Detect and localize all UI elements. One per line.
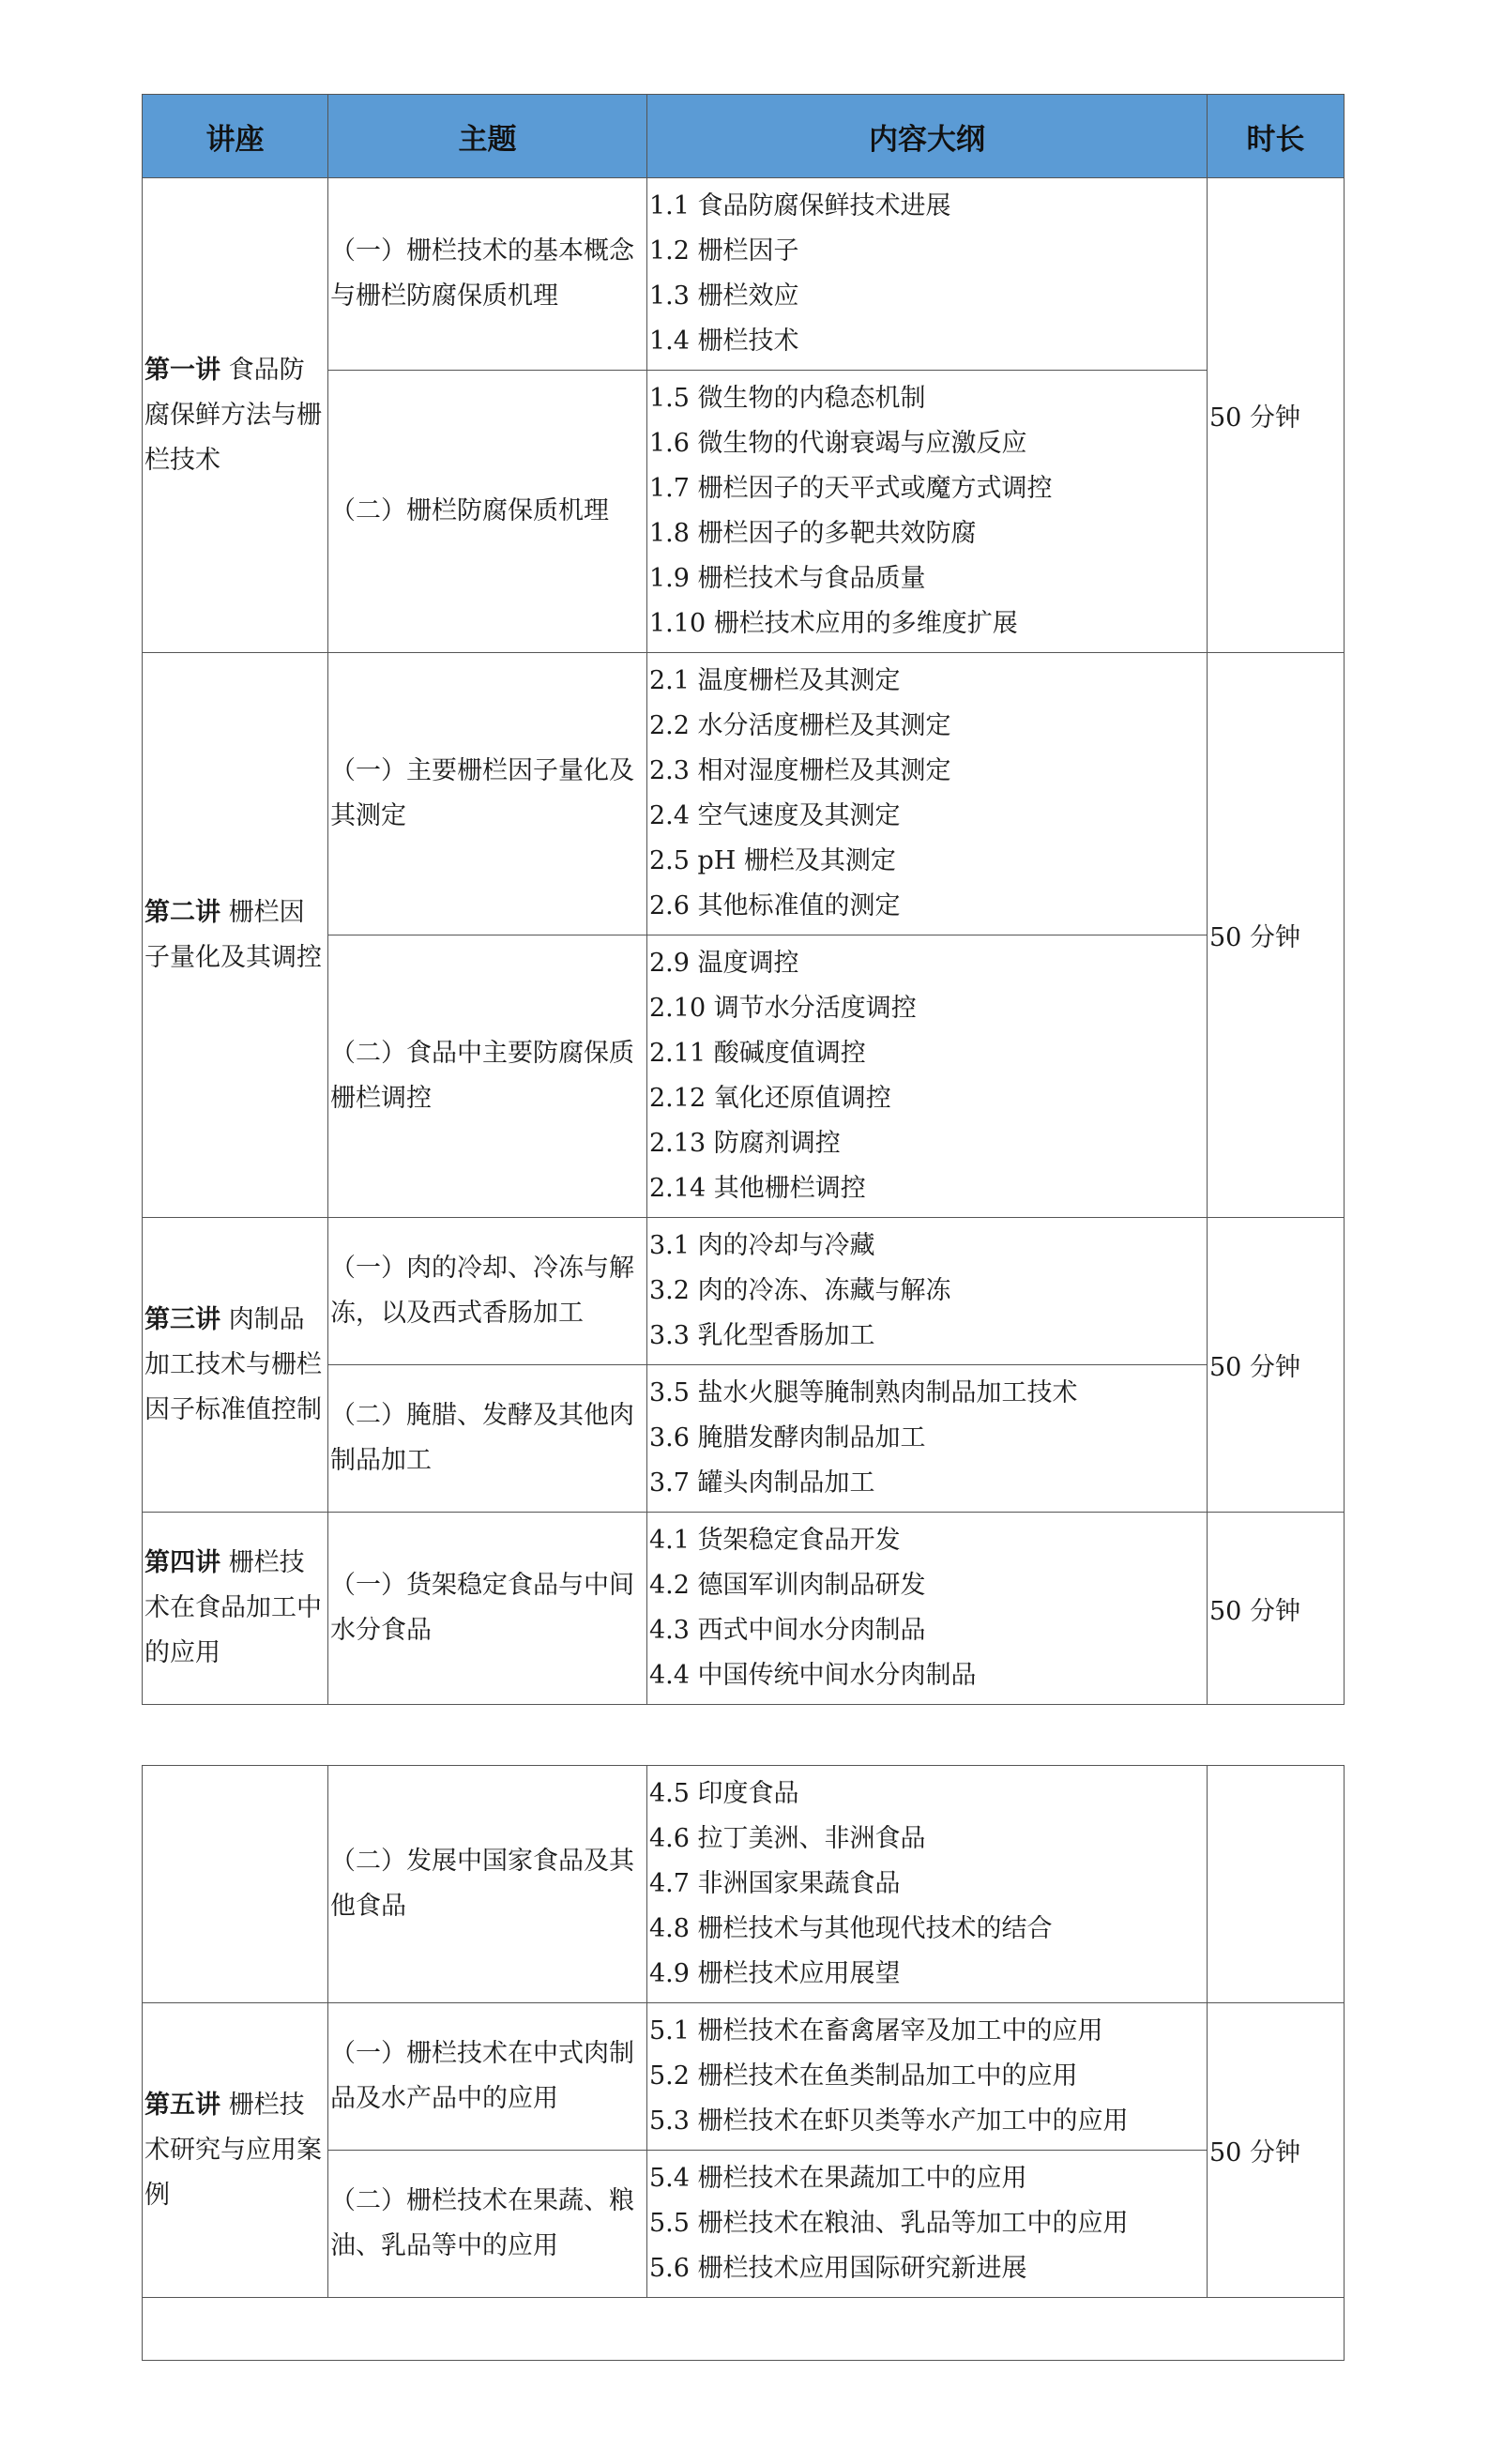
- outline-cell: [647, 1365, 1208, 1513]
- outline-item: 5.6 栅栏技术应用国际研究新进展: [649, 2254, 1027, 2283]
- outline-item: 2.10 调节水分活度调控: [649, 994, 917, 1023]
- syllabus-table: [142, 94, 1345, 1705]
- lecture-cell: [143, 653, 328, 1218]
- table-row: [143, 1766, 1345, 2003]
- outline-item: 4.6 拉丁美洲、非洲食品: [649, 1824, 926, 1853]
- topic-cell: （一）主要栅栏因子量化及其测定: [328, 653, 647, 935]
- lecture-cell: [143, 1218, 328, 1513]
- outline-item: 4.1 货架稳定食品开发: [649, 1526, 901, 1555]
- outline-item: 2.14 其他栅栏调控: [649, 1174, 866, 1203]
- lecture-number: 第四讲: [144, 1548, 220, 1577]
- topic-cell: （一）栅栏技术在中式肉制品及水产品中的应用: [328, 2003, 647, 2151]
- topic-cell: （一）货架稳定食品与中间水分食品: [328, 1513, 647, 1705]
- duration-cell: 50 分钟: [1208, 1218, 1345, 1513]
- outline-cell: [647, 2003, 1208, 2151]
- lecture-cell: [143, 1513, 328, 1705]
- outline-item: 1.1 食品防腐保鲜技术进展: [649, 191, 951, 221]
- outline-item: 5.2 栅栏技术在鱼类制品加工中的应用: [649, 2061, 1078, 2091]
- topic-cell: （一）栅栏技术的基本概念与栅栏防腐保质机理: [328, 178, 647, 371]
- outline-item: 1.9 栅栏技术与食品质量: [649, 564, 926, 593]
- duration-cell-empty: [1208, 1766, 1345, 2003]
- outline-item: 5.3 栅栏技术在虾贝类等水产加工中的应用: [649, 2107, 1129, 2136]
- outline-item: 1.3 栅栏效应: [649, 281, 799, 311]
- outline-item: 3.3 乳化型香肠加工: [649, 1321, 875, 1350]
- outline-item: 2.2 水分活度栅栏及其测定: [649, 711, 951, 740]
- outline-item: 1.7 栅栏因子的天平式或魔方式调控: [649, 474, 1053, 503]
- outline-item: 2.5 pH 栅栏及其测定: [649, 846, 896, 875]
- header-outline: 内容大纲: [647, 95, 1208, 178]
- outline-item: 2.4 空气速度及其测定: [649, 801, 901, 830]
- outline-cell: [647, 371, 1208, 653]
- outline-item: 2.1 温度栅栏及其测定: [649, 666, 901, 695]
- outline-item: 2.11 酸碱度值调控: [649, 1039, 866, 1068]
- outline-item: 2.13 防腐剂调控: [649, 1129, 841, 1158]
- duration-cell: 50 分钟: [1208, 178, 1345, 653]
- lecture-title: 栅栏技术研究与应用案例: [144, 2090, 322, 2210]
- topic-cell: （二）栅栏防腐保质机理: [328, 371, 647, 653]
- topic-cell: （二）食品中主要防腐保质栅栏调控: [328, 935, 647, 1218]
- outline-cell: [647, 178, 1208, 371]
- outline-item: 4.3 西式中间水分肉制品: [649, 1616, 926, 1645]
- lecture-number: 第五讲: [144, 2090, 220, 2120]
- outline-item: 3.6 腌腊发酵肉制品加工: [649, 1423, 926, 1453]
- outline-item: 4.8 栅栏技术与其他现代技术的结合: [649, 1914, 1053, 1943]
- outline-item: 3.5 盐水火腿等腌制熟肉制品加工技术: [649, 1378, 1078, 1407]
- table-row: [143, 1218, 1345, 1365]
- outline-item: 5.5 栅栏技术在粮油、乳品等加工中的应用: [649, 2209, 1129, 2238]
- outline-item: 1.4 栅栏技术: [649, 327, 799, 356]
- syllabus-table-continued: [142, 1765, 1345, 2361]
- outline-cell: [647, 1218, 1208, 1365]
- outline-item: 4.5 印度食品: [649, 1779, 799, 1808]
- outline-item: 3.2 肉的冷冻、冻藏与解冻: [649, 1276, 951, 1305]
- duration-cell: 50 分钟: [1208, 2003, 1345, 2298]
- outline-item: 4.2 德国军训肉制品研发: [649, 1571, 926, 1600]
- outline-item: 3.1 肉的冷却与冷藏: [649, 1231, 875, 1260]
- table-row: [143, 1513, 1345, 1705]
- lecture-number: 第三讲: [144, 1304, 220, 1334]
- outline-item: 2.12 氧化还原值调控: [649, 1084, 891, 1113]
- lecture-number: 第一讲: [144, 355, 220, 385]
- outline-cell: [647, 2151, 1208, 2298]
- outline-item: 1.5 微生物的内稳态机制: [649, 384, 926, 413]
- lecture-title: 食品防腐保鲜方法与栅栏技术: [144, 355, 322, 475]
- lecture-title: 栅栏技术在食品加工中的应用: [144, 1548, 322, 1667]
- empty-cell: [143, 2298, 1345, 2361]
- outline-item: 4.4 中国传统中间水分肉制品: [649, 1661, 977, 1690]
- lecture-title: 栅栏因子量化及其调控: [144, 897, 322, 972]
- table-row-empty: [143, 2298, 1345, 2361]
- duration-cell: 50 分钟: [1208, 1513, 1345, 1705]
- topic-cell: （二）发展中国家食品及其他食品: [328, 1766, 647, 2003]
- outline-item: 2.6 其他标准值的测定: [649, 891, 901, 920]
- header-topic: 主题: [328, 95, 647, 178]
- table-row: [143, 178, 1345, 371]
- outline-item: 1.2 栅栏因子: [649, 236, 799, 266]
- header-row: [143, 95, 1345, 178]
- table-row: [143, 2003, 1345, 2151]
- outline-item: 5.4 栅栏技术在果蔬加工中的应用: [649, 2164, 1027, 2193]
- lecture-title: 肉制品加工技术与栅栏因子标准值控制: [144, 1304, 322, 1424]
- topic-cell: （一）肉的冷却、冷冻与解冻，以及西式香肠加工: [328, 1218, 647, 1365]
- lecture-cell: [143, 2003, 328, 2298]
- outline-item: 2.3 相对湿度栅栏及其测定: [649, 756, 951, 785]
- outline-item: 1.6 微生物的代谢衰竭与应激反应: [649, 429, 1027, 458]
- outline-item: 4.7 非洲国家果蔬食品: [649, 1869, 901, 1898]
- lecture-number: 第二讲: [144, 897, 220, 927]
- header-lecture: 讲座: [143, 95, 328, 178]
- outline-cell: [647, 935, 1208, 1218]
- duration-cell: 50 分钟: [1208, 653, 1345, 1218]
- table-row: [143, 653, 1345, 935]
- outline-item: 3.7 罐头肉制品加工: [649, 1468, 875, 1498]
- outline-cell: [647, 1766, 1208, 2003]
- lecture-cell: [143, 178, 328, 653]
- outline-item: 4.9 栅栏技术应用展望: [649, 1959, 901, 1988]
- outline-item: 5.1 栅栏技术在畜禽屠宰及加工中的应用: [649, 2016, 1103, 2046]
- topic-cell: （二）栅栏技术在果蔬、粮油、乳品等中的应用: [328, 2151, 647, 2298]
- lecture-cell-empty: [143, 1766, 328, 2003]
- header-duration: 时长: [1208, 95, 1345, 178]
- outline-item: 2.9 温度调控: [649, 949, 799, 978]
- topic-cell: （二）腌腊、发酵及其他肉制品加工: [328, 1365, 647, 1513]
- outline-item: 1.8 栅栏因子的多靶共效防腐: [649, 519, 977, 548]
- outline-cell: [647, 653, 1208, 935]
- outline-item: 1.10 栅栏技术应用的多维度扩展: [649, 609, 1018, 638]
- outline-cell: [647, 1513, 1208, 1705]
